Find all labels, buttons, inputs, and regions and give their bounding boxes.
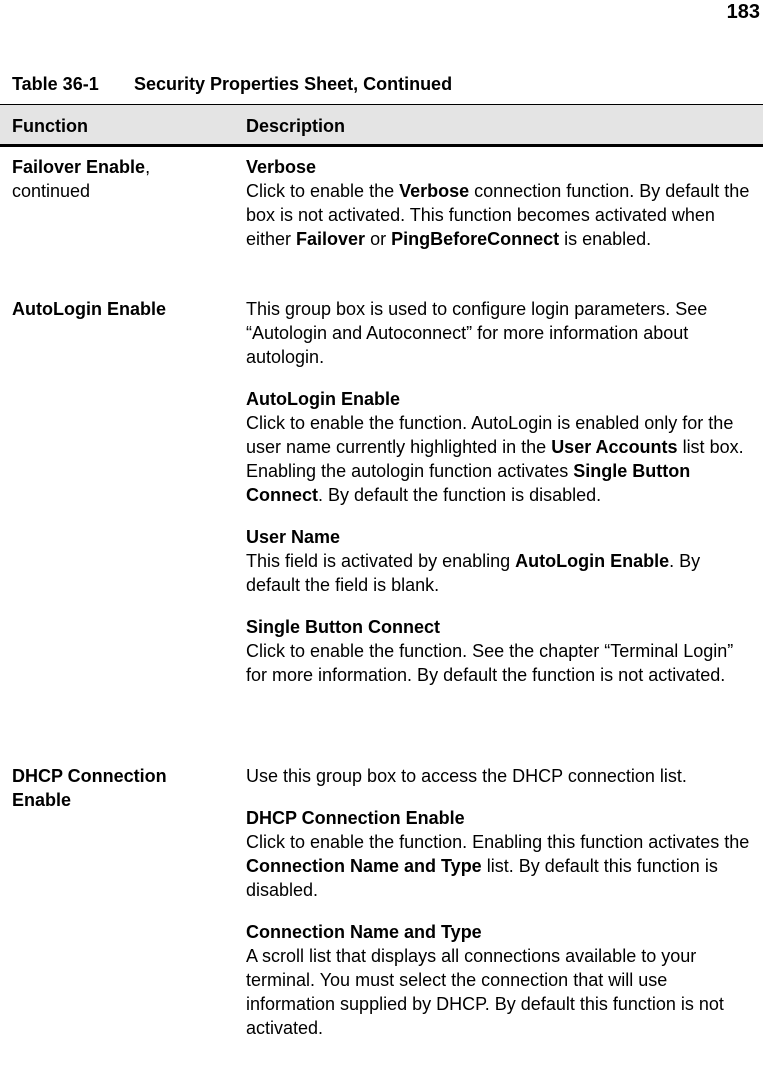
dhcp-enable-paragraph (246, 806, 758, 902)
page-number: 183 (726, 1, 760, 23)
description-cell (246, 155, 758, 269)
text-bold: Connection Name and Type (246, 856, 482, 876)
text: is enabled. (559, 229, 652, 249)
function-continued: continued (12, 181, 91, 201)
function-cell (12, 297, 234, 321)
text-bold: Single Button Connect (246, 461, 691, 505)
dhcp-intro: Use this group box to access the DHCP connection list. (246, 766, 687, 786)
description-cell (246, 297, 758, 705)
function-name: Failover Enable (12, 157, 146, 177)
function-name-suffix: , (145, 157, 151, 177)
text: list. By default this function is disabled. (246, 856, 718, 900)
table-number: Table 36-1 (12, 74, 99, 94)
autologin-enable-paragraph (246, 387, 758, 507)
connection-name-type-title: Connection Name and Type (246, 922, 482, 942)
verbose-title: Verbose (246, 157, 317, 177)
single-button-connect-paragraph (246, 615, 758, 687)
text: list box. Enabling the autologin function activates (246, 437, 744, 481)
column-header-function: Function (12, 116, 88, 136)
single-button-connect-title: Single Button Connect (246, 617, 440, 637)
text: This field is activated by enabling (246, 551, 516, 571)
text-bold: PingBeforeConnect (391, 229, 560, 249)
text: Click to enable the function. AutoLogin is enabled only for the user name currently highlighted in the (246, 413, 734, 457)
function-name: DHCP Connection Enable (12, 766, 167, 810)
autologin-intro: This group box is used to configure login parameters. See “Autologin and Autoconnect” for more information about autologin. (246, 299, 708, 367)
text-bold: AutoLogin Enable (515, 551, 670, 571)
text-bold: Verbose (399, 181, 470, 201)
table-header-row (0, 104, 763, 147)
verbose-paragraph (246, 155, 758, 251)
table-caption (12, 73, 452, 95)
text: Click to enable the (246, 181, 400, 201)
column-header-description: Description (246, 116, 346, 136)
function-cell (12, 764, 212, 812)
description-cell (246, 764, 758, 1058)
text: Click to enable the function. Enabling this function activates the (246, 832, 750, 852)
autologin-enable-title: AutoLogin Enable (246, 389, 400, 409)
text: . By default the field is blank. (246, 551, 701, 595)
text: or (365, 229, 392, 249)
user-name-paragraph (246, 525, 758, 597)
user-name-title: User Name (246, 527, 341, 547)
function-name: AutoLogin Enable (12, 299, 166, 319)
text-bold: User Accounts (551, 437, 678, 457)
table-title: Security Properties Sheet, Continued (134, 74, 453, 94)
text: . By default the function is disabled. (318, 485, 602, 505)
text: A scroll list that displays all connections available to your terminal. You must select the connection that will use information supplied by DHCP. By default this function is not activated. (246, 946, 724, 1038)
text-bold: Failover (296, 229, 366, 249)
text: connection function. By default the box is not activated. This function becomes activated when either (246, 181, 750, 249)
text: Click to enable the function. See the chapter “Terminal Login” for more information. By default the function is not activated. (246, 641, 734, 685)
connection-name-type-paragraph (246, 920, 758, 1040)
dhcp-enable-title: DHCP Connection Enable (246, 808, 465, 828)
function-cell (12, 155, 234, 203)
